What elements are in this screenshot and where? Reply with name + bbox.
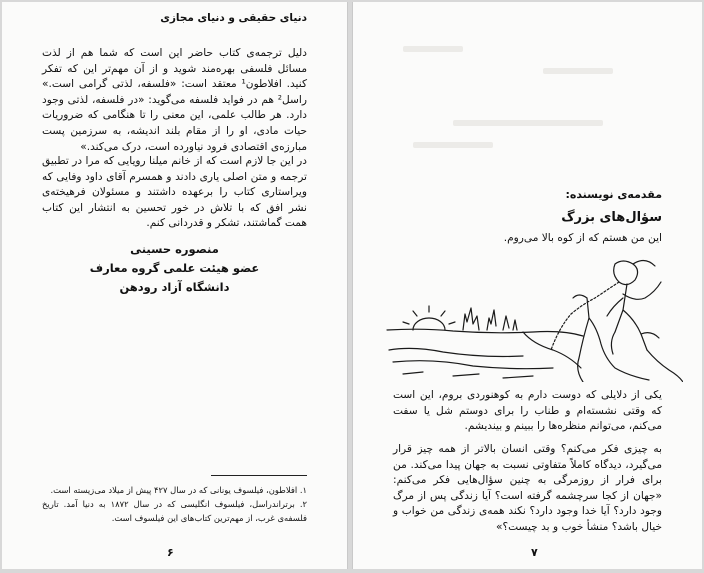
- page-number: ۶: [167, 546, 174, 559]
- running-header: دنیای حقیقی و دنیای مجازی: [160, 12, 307, 24]
- intro-paragraph-1: دلیل ترجمه‌ی کتاب حاضر این است که شما هم از لذت مسائل فلسفی بهره‌مند شوید و از آن مهم‌تر این که تفکر کنید. افلاطون¹ معتقد است: «فلسفه، لذتی گرامی است.» راسل² هم در فواید فلسفه می‌گوید: «در فلسفه، لذتی وجود دارد. هر طالب علمی، این معنی را تا هنگامی که ضروریات حیات مادی، او را از مقام بلند اندیشه، به سرزمین پست مبارزه‌ی اقتصادی فرود نیاورده است، درک می‌کند.»: [42, 47, 307, 153]
- chapter-label: مقدمه‌ی نویسنده:: [565, 188, 662, 201]
- footnotes: [42, 483, 307, 525]
- chapter-paragraph-1: یکی از دلایلی که دوست دارم به کوهنوردی بروم، این است که وقتی نشسته‌ام و طناب را برای دوستم شل یا سفت می‌کنم، می‌توانم منظره‌ها را ببینم و بیندیشم.: [393, 389, 662, 433]
- show-through-mark: [543, 68, 613, 74]
- translator-name: منصوره حسینی: [130, 242, 219, 256]
- right-page: [352, 2, 702, 569]
- show-through-mark: [413, 142, 493, 148]
- translator-position: عضو هیئت علمی گروه معارف: [89, 261, 260, 275]
- show-through-mark: [403, 46, 463, 52]
- footnote-2: ۲. برتراندراسل، فیلسوف انگلیسی که در سال ۱۸۷۲ به دنیا آمد. تاریخ فلسفه‌ی غرب، از مهم‌ترین کتاب‌های این فیلسوف است.: [42, 499, 307, 523]
- mountain-climber-illustration: [383, 258, 683, 382]
- footnote-1: ۱. افلاطون، فیلسوف یونانی که در سال ۴۲۷ پیش از میلاد می‌زیسته است.: [50, 485, 307, 495]
- translator-university: دانشگاه آزاد رودهن: [119, 280, 230, 294]
- chapter-paragraph-2: به چیزی فکر می‌کنم؟ وقتی انسان بالاتر از همه چیز قرار می‌گیرد، دیدگاه کاملاً متفاوتی نسبت به جهان پیدا می‌کند. من برای فرار از روزمرگی به چنین سؤال‌هایی فکر می‌کنم: «جهان از کجا سرچشمه گرفته است؟ آیا زندگی پس از مرگ وجود دارد؟ آیا خدا وجود دارد؟ نکند همه‌ی زندگی من خواب و خیال باشد؟ منشأ خوب و بد چیست؟»: [393, 443, 662, 533]
- intro-paragraph-2: در این جا لازم است که از خانم میلنا رویایی که مرا در تطبیق ترجمه و متن اصلی یاری دادند و همسرم آقای داود وفایی که ویراستاری کتاب را برعهده داشتند و مسئولان فرهیخته‌ی نشر افق که با تلاش در خور تحسین به انتشار این کتاب همت گماشتند، تشکر و قدردانی کنم.: [42, 155, 307, 230]
- chapter-title: سؤال‌های بزرگ: [561, 210, 662, 225]
- footnote-divider: [211, 475, 307, 476]
- show-through-mark: [453, 120, 603, 126]
- translator-signature: [42, 240, 307, 297]
- chapter-epigraph: این من هستم که از کوه بالا می‌روم.: [503, 232, 662, 244]
- left-page: [2, 2, 348, 569]
- page-number: ۷: [531, 546, 538, 559]
